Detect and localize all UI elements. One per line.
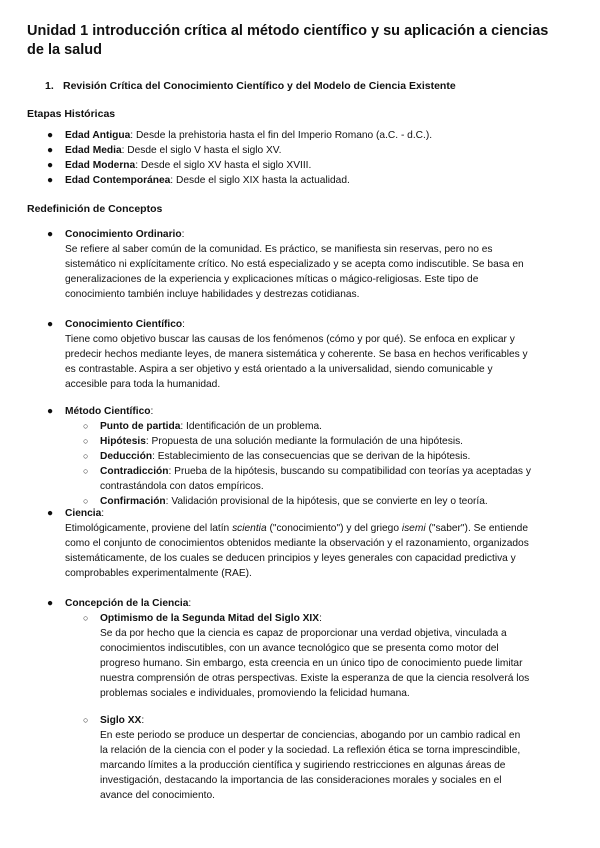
concept-ordinario: ● Conocimiento Ordinario: — [47, 229, 185, 240]
concept-ciencia: ● Ciencia: — [47, 508, 105, 519]
bullet-icon: ● — [47, 175, 54, 186]
bullet-icon: ● — [47, 130, 54, 141]
concept-metodo: ● Método Científico: — [47, 406, 154, 417]
circle-bullet-icon: ○ — [83, 451, 89, 461]
list-item: ● Edad Contemporánea: Desde el siglo XIX hasta la actualidad. — [47, 175, 350, 186]
list-item: ○ Confirmación: Validación provisional de la hipótesis, que se convierte en ley o teoría. — [83, 496, 488, 507]
bullet-icon: ● — [47, 145, 54, 156]
circle-bullet-icon: ○ — [83, 466, 89, 476]
bullet-icon: ● — [47, 319, 54, 330]
metodo-steps — [83, 419, 590, 509]
bullet-icon: ● — [47, 229, 54, 240]
section-number: 1. — [45, 80, 54, 92]
circle-bullet-icon: ○ — [83, 613, 89, 623]
list-item: ○ Contradicción: Prueba de la hipótesis, buscando su compatibilidad con teorías ya aceptadas y contrastándola con datos empíricos. — [83, 466, 531, 492]
page-title: Unidad 1 introducción crítica al método científico y su aplicación a ciencias de la salud — [27, 23, 549, 58]
cientifico-text: Tiene como objetivo buscar las causas de los fenómenos (cómo y por qué). Se enfoca en explicar y predecir hechos mediante leyes, de manera sistemática y coherente. Se basa en hechos verificables y es contrastable. Aspira a ser objetivo y está orientado a la universalidad, siendo comunicable y accesible para toda la humanidad. — [65, 334, 528, 390]
list-item: ● Edad Moderna: Desde el siglo XV hasta el siglo XVIII. — [47, 160, 312, 171]
list-item: ● Edad Antigua: Desde la prehistoria hasta el fin del Imperio Romano (a.C. - d.C.). — [47, 130, 433, 141]
ordinario-text: Se refiere al saber común de la comunidad. Es práctico, se manifiesta sin reservas, pero no es sistemático ni explícitamente crítico. No está especializado y se acepta como indiscutible. Se basa en generalizaciones de la experiencia y explicaciones míticas o mágico-religiosas. Este tipo de conocimiento también incluye habilidades y destrezas cotidianas. — [65, 244, 524, 300]
circle-bullet-icon: ○ — [83, 436, 89, 446]
list-item: ● Edad Media: Desde el siglo V hasta el siglo XV. — [47, 145, 282, 156]
bullet-icon: ● — [47, 160, 54, 171]
circle-bullet-icon: ○ — [83, 496, 89, 506]
list-item: ○ Punto de partida: Identificación de un problema. — [83, 421, 322, 432]
bullet-icon: ● — [47, 598, 54, 609]
circle-bullet-icon: ○ — [83, 421, 89, 431]
etapas-list — [47, 128, 585, 188]
bullet-icon: ● — [47, 508, 54, 519]
concept-concepcion: ● Concepción de la Ciencia: — [47, 598, 192, 609]
etapas-heading: Etapas Históricas — [27, 108, 116, 120]
concept-cientifico: ● Conocimiento Científico: — [47, 319, 185, 330]
concepcion-siglo-xx: ○ Siglo XX: En este periodo se produce un despertar de conciencias, abogando por un cambio radical en la relación de la ciencia con el poder y la sociedad. La reflexión ética se torna imprescindible, marcando límites a la producción científica y sugiriendo restricciones en algunas áreas de investigación, destacando la importancia de las consideraciones morales y sociales en el avance del conocimiento. — [83, 715, 521, 801]
circle-bullet-icon: ○ — [83, 715, 89, 725]
redefinicion-heading: Redefinición de Conceptos — [27, 203, 163, 215]
concepcion-optimismo: ○ Optimismo de la Segunda Mitad del Siglo XIX: Se da por hecho que la ciencia es capaz de proporcionar una verdad objetiva, vinculada a conocimientos indiscutibles, con un avance tecnológico que se presenta como motor del progreso humano. Sin embargo, esta creencia en un único tipo de conocimiento puede limitar nuestra comprensión de otras perspectivas. Existe la esperanza de que la ciencia resolverá los problemas sociales e individuales, promoviendo la felicidad humana. — [83, 613, 530, 699]
section-title: Revisión Crítica del Conocimiento Científico y del Modelo de Ciencia Existente — [63, 80, 456, 92]
bullet-icon: ● — [47, 406, 54, 417]
list-item: ○ Deducción: Establecimiento de las consecuencias que se derivan de la hipótesis. — [83, 451, 471, 462]
section-heading — [45, 80, 456, 93]
ciencia-text: Etimológicamente, proviene del latín scientia ("conocimiento") y del griego isemi ("saber"). Se entiende como el conjunto de conocimientos obtenidos mediante la observación y el razonamiento, organizados sistemáticamente, de los cuales se deducen principios y leyes generales con capacidad predictiva y comprobables experimentalmente (RAE). — [65, 523, 529, 579]
list-item: ○ Hipótesis: Propuesta de una solución mediante la formulación de una hipótesis. — [83, 436, 464, 447]
